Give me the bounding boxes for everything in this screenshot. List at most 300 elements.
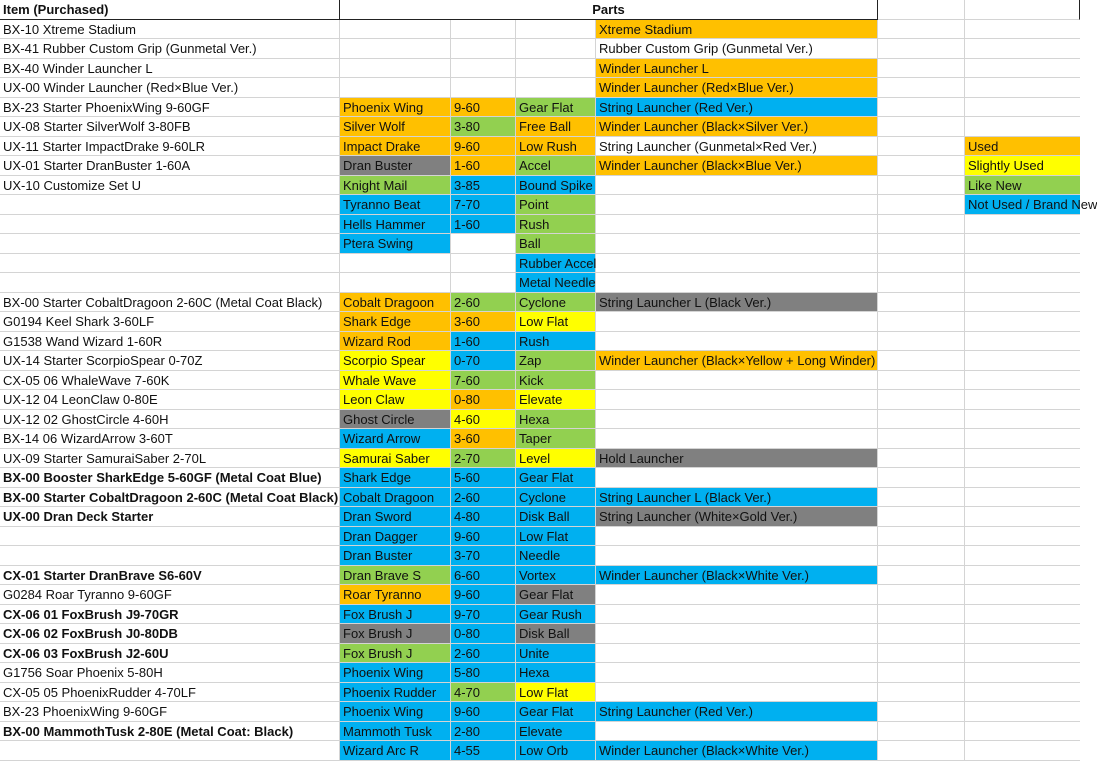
table-row [0, 546, 1080, 566]
ratchet-cell[interactable]: 1-60 [451, 215, 516, 235]
launcher-cell[interactable] [596, 644, 878, 664]
blade-cell[interactable]: Samurai Saber [340, 449, 451, 469]
bit-cell[interactable] [516, 39, 596, 59]
item-cell[interactable]: UX-12 04 LeonClaw 0-80E [0, 390, 340, 410]
launcher-cell[interactable] [596, 468, 878, 488]
blade-cell[interactable]: Whale Wave [340, 371, 451, 391]
empty-cell[interactable] [965, 98, 1080, 118]
item-cell[interactable]: UX-08 Starter SilverWolf 3-80FB [0, 117, 340, 137]
item-cell[interactable]: UX-14 Starter ScorpioSpear 0-70Z [0, 351, 340, 371]
blade-cell[interactable] [340, 39, 451, 59]
launcher-cell[interactable] [596, 195, 878, 215]
blade-cell[interactable]: Dran Dagger [340, 527, 451, 547]
empty-cell[interactable] [965, 371, 1080, 391]
empty-cell[interactable] [965, 605, 1080, 625]
item-cell[interactable]: G1538 Wand Wizard 1-60R [0, 332, 340, 352]
table-row [0, 137, 1080, 157]
table-row [0, 234, 1080, 254]
empty-cell[interactable] [965, 468, 1080, 488]
bit-cell[interactable]: Low Rush [516, 137, 596, 157]
launcher-cell[interactable] [596, 312, 878, 332]
empty-cell[interactable] [965, 234, 1080, 254]
empty-cell[interactable] [878, 59, 965, 79]
item-cell[interactable] [0, 546, 340, 566]
item-cell[interactable]: CX-05 06 WhaleWave 7-60K [0, 371, 340, 391]
bit-cell[interactable]: Needle [516, 546, 596, 566]
bit-cell[interactable]: Hexa [516, 410, 596, 430]
empty-cell[interactable] [878, 468, 965, 488]
item-cell[interactable] [0, 527, 340, 547]
bit-cell[interactable]: Disk Ball [516, 624, 596, 644]
item-cell[interactable]: CX-06 03 FoxBrush J2-60U [0, 644, 340, 664]
table-row [0, 683, 1080, 703]
blade-cell[interactable]: Fox Brush J [340, 644, 451, 664]
ratchet-cell[interactable]: 4-80 [451, 507, 516, 527]
table-row [0, 566, 1080, 586]
legend-cell[interactable]: Used [965, 137, 1080, 157]
launcher-cell[interactable]: Winder Launcher (Black×White Ver.) [596, 566, 878, 586]
item-cell[interactable]: UX-11 Starter ImpactDrake 9-60LR [0, 137, 340, 157]
launcher-cell[interactable]: String Launcher (White×Gold Ver.) [596, 507, 878, 527]
launcher-cell[interactable]: Winder Launcher (Black×Yellow + Long Winder) [596, 351, 878, 371]
legend-cell[interactable]: Not Used / Brand New [965, 195, 1080, 215]
launcher-cell[interactable] [596, 527, 878, 547]
blade-cell[interactable]: Wizard Arrow [340, 429, 451, 449]
item-cell[interactable] [0, 215, 340, 235]
launcher-cell[interactable] [596, 722, 878, 742]
launcher-cell[interactable] [596, 624, 878, 644]
empty-cell[interactable] [965, 624, 1080, 644]
legend-cell[interactable]: Slightly Used [965, 156, 1080, 176]
launcher-cell[interactable] [596, 585, 878, 605]
empty-cell[interactable] [965, 273, 1080, 293]
bit-cell[interactable]: Zap [516, 351, 596, 371]
bit-cell[interactable]: Cyclone [516, 293, 596, 313]
ratchet-cell[interactable]: 4-55 [451, 741, 516, 761]
bit-cell[interactable]: Low Flat [516, 527, 596, 547]
empty-cell[interactable] [878, 117, 965, 137]
empty-cell[interactable] [878, 78, 965, 98]
blade-cell[interactable]: Shark Edge [340, 468, 451, 488]
blade-cell[interactable] [340, 20, 451, 40]
ratchet-cell[interactable] [451, 273, 516, 293]
empty-cell[interactable] [965, 410, 1080, 430]
bit-cell[interactable]: Rush [516, 215, 596, 235]
blade-cell[interactable]: Tyranno Beat [340, 195, 451, 215]
item-cell[interactable]: UX-10 Customize Set U [0, 176, 340, 196]
launcher-cell[interactable]: Winder Launcher L [596, 59, 878, 79]
ratchet-cell[interactable]: 6-60 [451, 566, 516, 586]
bit-cell[interactable]: Unite [516, 644, 596, 664]
empty-cell[interactable] [878, 39, 965, 59]
ratchet-cell[interactable]: 3-80 [451, 117, 516, 137]
ratchet-cell[interactable]: 0-80 [451, 390, 516, 410]
ratchet-cell[interactable]: 7-60 [451, 371, 516, 391]
empty-cell[interactable] [965, 390, 1080, 410]
header-empty-cell[interactable] [965, 0, 1080, 20]
ratchet-cell[interactable]: 2-60 [451, 293, 516, 313]
empty-cell[interactable] [965, 546, 1080, 566]
empty-cell[interactable] [965, 254, 1080, 274]
item-cell[interactable]: BX-00 Starter CobaltDragoon 2-60C (Metal Coat Black) [0, 293, 340, 313]
blade-cell[interactable]: Cobalt Dragoon [340, 293, 451, 313]
empty-cell[interactable] [965, 722, 1080, 742]
launcher-cell[interactable] [596, 371, 878, 391]
launcher-cell[interactable]: Winder Launcher (Black×Blue Ver.) [596, 156, 878, 176]
empty-cell[interactable] [965, 683, 1080, 703]
empty-cell[interactable] [965, 39, 1080, 59]
ratchet-cell[interactable]: 4-70 [451, 683, 516, 703]
empty-cell[interactable] [878, 507, 965, 527]
ratchet-cell[interactable]: 5-80 [451, 663, 516, 683]
blade-cell[interactable]: Ghost Circle [340, 410, 451, 430]
item-cell[interactable]: UX-01 Starter DranBuster 1-60A [0, 156, 340, 176]
ratchet-cell[interactable] [451, 39, 516, 59]
blade-cell[interactable]: Knight Mail [340, 176, 451, 196]
blade-cell[interactable]: Wizard Arc R [340, 741, 451, 761]
bit-cell[interactable]: Gear Rush [516, 605, 596, 625]
item-cell[interactable]: BX-23 Starter PhoenixWing 9-60GF [0, 98, 340, 118]
blade-cell[interactable]: Silver Wolf [340, 117, 451, 137]
ratchet-cell[interactable]: 0-70 [451, 351, 516, 371]
bit-cell[interactable]: Low Flat [516, 683, 596, 703]
blade-cell[interactable]: Dran Brave S [340, 566, 451, 586]
empty-cell[interactable] [878, 20, 965, 40]
bit-cell[interactable]: Accel [516, 156, 596, 176]
empty-cell[interactable] [878, 234, 965, 254]
bit-cell[interactable]: Bound Spike [516, 176, 596, 196]
empty-cell[interactable] [878, 644, 965, 664]
bit-cell[interactable]: Gear Flat [516, 702, 596, 722]
item-cell[interactable]: CX-05 05 PhoenixRudder 4-70LF [0, 683, 340, 703]
launcher-cell[interactable]: Winder Launcher (Red×Blue Ver.) [596, 78, 878, 98]
blade-cell[interactable] [340, 78, 451, 98]
table-row [0, 702, 1080, 722]
blade-cell[interactable]: Hells Hammer [340, 215, 451, 235]
launcher-cell[interactable] [596, 429, 878, 449]
bit-cell[interactable] [516, 20, 596, 40]
blade-cell[interactable] [340, 59, 451, 79]
empty-cell[interactable] [878, 351, 965, 371]
empty-cell[interactable] [878, 702, 965, 722]
empty-cell[interactable] [878, 410, 965, 430]
blade-cell[interactable]: Phoenix Wing [340, 663, 451, 683]
item-cell[interactable]: BX-40 Winder Launcher L [0, 59, 340, 79]
blade-cell[interactable]: Dran Buster [340, 546, 451, 566]
empty-cell[interactable] [965, 351, 1080, 371]
legend-cell[interactable]: Like New [965, 176, 1080, 196]
ratchet-cell[interactable]: 9-60 [451, 527, 516, 547]
blade-cell[interactable]: Impact Drake [340, 137, 451, 157]
launcher-cell[interactable] [596, 663, 878, 683]
item-cell[interactable]: UX-00 Winder Launcher (Red×Blue Ver.) [0, 78, 340, 98]
bit-cell[interactable] [516, 59, 596, 79]
launcher-cell[interactable]: String Launcher L (Black Ver.) [596, 293, 878, 313]
bit-cell[interactable]: Point [516, 195, 596, 215]
blade-cell[interactable]: Wizard Rod [340, 332, 451, 352]
blade-cell[interactable]: Cobalt Dragoon [340, 488, 451, 508]
ratchet-cell[interactable]: 9-60 [451, 98, 516, 118]
bit-cell[interactable]: Metal Needle [516, 273, 596, 293]
empty-cell[interactable] [965, 527, 1080, 547]
empty-cell[interactable] [965, 215, 1080, 235]
empty-cell[interactable] [965, 741, 1080, 761]
table-row [0, 429, 1080, 449]
blade-cell[interactable]: Fox Brush J [340, 605, 451, 625]
item-cell[interactable]: G0194 Keel Shark 3-60LF [0, 312, 340, 332]
empty-cell[interactable] [878, 254, 965, 274]
empty-cell[interactable] [878, 293, 965, 313]
table-row [0, 410, 1080, 430]
ratchet-cell[interactable]: 1-60 [451, 332, 516, 352]
ratchet-cell[interactable]: 7-70 [451, 195, 516, 215]
blade-cell[interactable]: Dran Buster [340, 156, 451, 176]
launcher-cell[interactable]: Winder Launcher (Black×White Ver.) [596, 741, 878, 761]
empty-cell[interactable] [965, 59, 1080, 79]
empty-cell[interactable] [878, 429, 965, 449]
bit-cell[interactable] [516, 78, 596, 98]
ratchet-cell[interactable]: 5-60 [451, 468, 516, 488]
launcher-cell[interactable] [596, 605, 878, 625]
bit-cell[interactable]: Gear Flat [516, 585, 596, 605]
bit-cell[interactable]: Kick [516, 371, 596, 391]
ratchet-cell[interactable]: 9-70 [451, 605, 516, 625]
empty-cell[interactable] [878, 663, 965, 683]
blade-cell[interactable]: Phoenix Wing [340, 98, 451, 118]
bit-cell[interactable]: Hexa [516, 663, 596, 683]
table-row [0, 468, 1080, 488]
item-cell[interactable]: BX-23 PhoenixWing 9-60GF [0, 702, 340, 722]
bit-cell[interactable]: Elevate [516, 722, 596, 742]
table-row [0, 39, 1080, 59]
ratchet-cell[interactable]: 3-60 [451, 312, 516, 332]
ratchet-cell[interactable]: 9-60 [451, 702, 516, 722]
empty-cell[interactable] [965, 488, 1080, 508]
bit-cell[interactable]: Low Orb [516, 741, 596, 761]
item-cell[interactable]: BX-00 Starter CobaltDragoon 2-60C (Metal Coat Black) [0, 488, 340, 508]
launcher-cell[interactable]: Hold Launcher [596, 449, 878, 469]
launcher-cell[interactable] [596, 254, 878, 274]
launcher-cell[interactable] [596, 390, 878, 410]
launcher-cell[interactable] [596, 215, 878, 235]
header-parts[interactable]: Parts [340, 0, 878, 20]
empty-cell[interactable] [965, 20, 1080, 40]
table-row [0, 507, 1080, 527]
table-row [0, 78, 1080, 98]
empty-cell[interactable] [878, 371, 965, 391]
ratchet-cell[interactable]: 2-80 [451, 722, 516, 742]
launcher-cell[interactable]: Winder Launcher (Black×Silver Ver.) [596, 117, 878, 137]
header-empty-cell[interactable] [878, 0, 965, 20]
bit-cell[interactable]: Free Ball [516, 117, 596, 137]
empty-cell[interactable] [965, 312, 1080, 332]
ratchet-cell[interactable]: 9-60 [451, 137, 516, 157]
item-cell[interactable] [0, 234, 340, 254]
item-cell[interactable]: BX-00 MammothTusk 2-80E (Metal Coat: Black) [0, 722, 340, 742]
empty-cell[interactable] [878, 624, 965, 644]
empty-cell[interactable] [878, 449, 965, 469]
launcher-cell[interactable] [596, 176, 878, 196]
ratchet-cell[interactable] [451, 78, 516, 98]
empty-cell[interactable] [878, 546, 965, 566]
launcher-cell[interactable] [596, 546, 878, 566]
ratchet-cell[interactable]: 4-60 [451, 410, 516, 430]
empty-cell[interactable] [878, 98, 965, 118]
ratchet-cell[interactable] [451, 59, 516, 79]
blade-cell[interactable]: Mammoth Tusk [340, 722, 451, 742]
launcher-cell[interactable]: String Launcher (Red Ver.) [596, 702, 878, 722]
header-row [0, 0, 1080, 20]
item-cell[interactable]: CX-01 Starter DranBrave S6-60V [0, 566, 340, 586]
empty-cell[interactable] [878, 332, 965, 352]
bit-cell[interactable]: Gear Flat [516, 98, 596, 118]
empty-cell[interactable] [878, 156, 965, 176]
table-row [0, 722, 1080, 742]
bit-cell[interactable]: Cyclone [516, 488, 596, 508]
blade-cell[interactable] [340, 273, 451, 293]
table-row [0, 59, 1080, 79]
item-cell[interactable] [0, 273, 340, 293]
ratchet-cell[interactable]: 0-80 [451, 624, 516, 644]
item-cell[interactable]: BX-00 Booster SharkEdge 5-60GF (Metal Coat Blue) [0, 468, 340, 488]
item-cell[interactable]: BX-10 Xtreme Stadium [0, 20, 340, 40]
table-row [0, 195, 1097, 215]
empty-cell[interactable] [965, 117, 1080, 137]
empty-cell[interactable] [878, 488, 965, 508]
empty-cell[interactable] [965, 429, 1080, 449]
empty-cell[interactable] [965, 702, 1080, 722]
item-cell[interactable]: CX-06 02 FoxBrush J0-80DB [0, 624, 340, 644]
item-cell[interactable]: BX-41 Rubber Custom Grip (Gunmetal Ver.) [0, 39, 340, 59]
empty-cell[interactable] [878, 722, 965, 742]
empty-cell[interactable] [965, 566, 1080, 586]
empty-cell[interactable] [965, 663, 1080, 683]
launcher-cell[interactable]: String Launcher (Gunmetal×Red Ver.) [596, 137, 878, 157]
table-row [0, 20, 1080, 40]
ratchet-cell[interactable]: 2-60 [451, 488, 516, 508]
empty-cell[interactable] [878, 741, 965, 761]
empty-cell[interactable] [965, 585, 1080, 605]
table-row [0, 293, 1080, 313]
launcher-cell[interactable] [596, 273, 878, 293]
item-cell[interactable]: CX-06 01 FoxBrush J9-70GR [0, 605, 340, 625]
empty-cell[interactable] [965, 293, 1080, 313]
item-cell[interactable]: BX-14 06 WizardArrow 3-60T [0, 429, 340, 449]
item-cell[interactable]: UX-12 02 GhostCircle 4-60H [0, 410, 340, 430]
empty-cell[interactable] [878, 137, 965, 157]
launcher-cell[interactable]: Rubber Custom Grip (Gunmetal Ver.) [596, 39, 878, 59]
table-row [0, 117, 1080, 137]
launcher-cell[interactable]: String Launcher L (Black Ver.) [596, 488, 878, 508]
launcher-cell[interactable] [596, 410, 878, 430]
item-cell[interactable]: G0284 Roar Tyranno 9-60GF [0, 585, 340, 605]
empty-cell[interactable] [878, 683, 965, 703]
bit-cell[interactable]: Level [516, 449, 596, 469]
bit-cell[interactable]: Elevate [516, 390, 596, 410]
blade-cell[interactable]: Fox Brush J [340, 624, 451, 644]
empty-cell[interactable] [965, 78, 1080, 98]
empty-cell[interactable] [965, 449, 1080, 469]
ratchet-cell[interactable]: 2-60 [451, 644, 516, 664]
launcher-cell[interactable] [596, 683, 878, 703]
ratchet-cell[interactable]: 9-60 [451, 585, 516, 605]
ratchet-cell[interactable] [451, 254, 516, 274]
bit-cell[interactable]: Low Flat [516, 312, 596, 332]
item-cell[interactable]: G1756 Soar Phoenix 5-80H [0, 663, 340, 683]
bit-cell[interactable]: Rush [516, 332, 596, 352]
blade-cell[interactable]: Ptera Swing [340, 234, 451, 254]
blade-cell[interactable]: Scorpio Spear [340, 351, 451, 371]
header-item[interactable]: Item (Purchased) [0, 0, 340, 20]
launcher-cell[interactable]: String Launcher (Red Ver.) [596, 98, 878, 118]
empty-cell[interactable] [965, 332, 1080, 352]
blade-cell[interactable]: Leon Claw [340, 390, 451, 410]
item-cell[interactable] [0, 741, 340, 761]
item-cell[interactable]: UX-09 Starter SamuraiSaber 2-70L [0, 449, 340, 469]
ratchet-cell[interactable]: 3-60 [451, 429, 516, 449]
table-row [0, 527, 1080, 547]
ratchet-cell[interactable] [451, 234, 516, 254]
table-row [0, 488, 1080, 508]
empty-cell[interactable] [878, 273, 965, 293]
empty-cell[interactable] [878, 176, 965, 196]
item-cell[interactable] [0, 254, 340, 274]
ratchet-cell[interactable]: 1-60 [451, 156, 516, 176]
empty-cell[interactable] [965, 644, 1080, 664]
table-row [0, 332, 1080, 352]
launcher-cell[interactable]: Xtreme Stadium [596, 20, 878, 40]
table-row [0, 663, 1080, 683]
bit-cell[interactable]: Vortex [516, 566, 596, 586]
empty-cell[interactable] [878, 527, 965, 547]
ratchet-cell[interactable] [451, 20, 516, 40]
table-row [0, 605, 1080, 625]
table-row [0, 624, 1080, 644]
launcher-cell[interactable] [596, 332, 878, 352]
ratchet-cell[interactable]: 2-70 [451, 449, 516, 469]
table-row [0, 741, 1080, 761]
empty-cell[interactable] [878, 390, 965, 410]
bit-cell[interactable]: Ball [516, 234, 596, 254]
empty-cell[interactable] [878, 585, 965, 605]
table-row [0, 351, 1080, 371]
empty-cell[interactable] [878, 195, 965, 215]
bit-cell[interactable]: Gear Flat [516, 468, 596, 488]
table-row [0, 449, 1080, 469]
blade-cell[interactable]: Dran Sword [340, 507, 451, 527]
blade-cell[interactable]: Roar Tyranno [340, 585, 451, 605]
empty-cell[interactable] [878, 215, 965, 235]
empty-cell[interactable] [878, 566, 965, 586]
table-row [0, 312, 1080, 332]
ratchet-cell[interactable]: 3-85 [451, 176, 516, 196]
item-cell[interactable] [0, 195, 340, 215]
blade-cell[interactable]: Phoenix Wing [340, 702, 451, 722]
blade-cell[interactable] [340, 254, 451, 274]
blade-cell[interactable]: Shark Edge [340, 312, 451, 332]
launcher-cell[interactable] [596, 234, 878, 254]
empty-cell[interactable] [878, 312, 965, 332]
table-row [0, 156, 1080, 176]
empty-cell[interactable] [878, 605, 965, 625]
bit-cell[interactable]: Rubber Accel [516, 254, 596, 274]
blade-cell[interactable]: Phoenix Rudder [340, 683, 451, 703]
ratchet-cell[interactable]: 3-70 [451, 546, 516, 566]
item-cell[interactable]: UX-00 Dran Deck Starter [0, 507, 340, 527]
empty-cell[interactable] [965, 507, 1080, 527]
bit-cell[interactable]: Taper [516, 429, 596, 449]
bit-cell[interactable]: Disk Ball [516, 507, 596, 527]
